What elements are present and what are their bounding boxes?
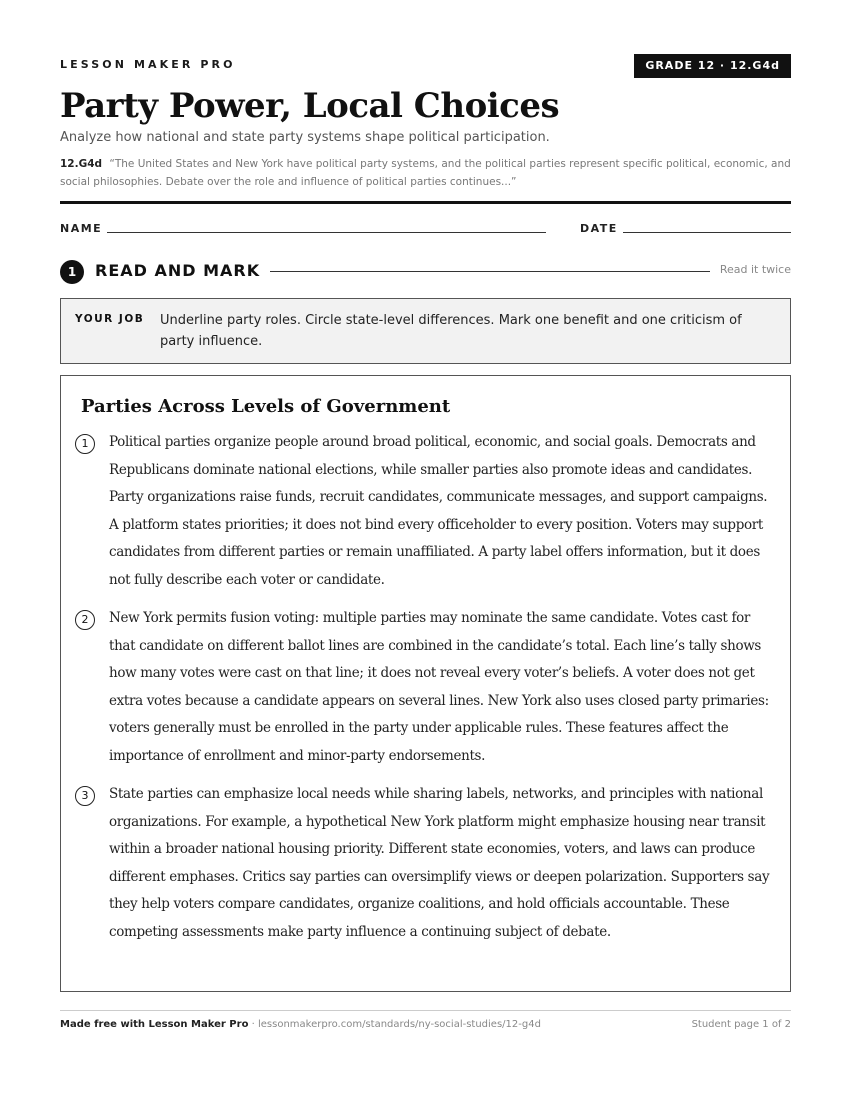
name-field[interactable] (107, 232, 546, 233)
brand-name: LESSON MAKER PRO (60, 58, 236, 71)
header-divider (60, 201, 791, 204)
name-label: NAME (60, 222, 103, 235)
reading-title: Parties Across Levels of Government (81, 396, 451, 417)
paragraph-number: 3 (75, 786, 95, 806)
page-number: Student page 1 of 2 (691, 1019, 791, 1030)
standard-quote (60, 155, 791, 191)
footer-separator: · (251, 1019, 255, 1030)
step-note: Read it twice (719, 263, 791, 276)
footer-credit (60, 1019, 541, 1030)
page-subtitle: Analyze how national and state party systems shape political participation. (60, 130, 550, 145)
paragraph-text: State parties can emphasize local needs while sharing labels, networks, and principles with national organizations. For example, a hypothetical New York platform might emphasize housing near transit within a broader national housing priority. Different state economies, voters, and laws can produce different emphases. Critics say parties can oversimplify views or deepen polarization. Supporters say they help voters compare candidates, organize coalitions, and hold officials accountable. These competing assessments make party influence a continuing subject of debate. (109, 786, 770, 940)
paragraph-text: New York permits fusion voting: multiple parties may nominate the same candidate. Votes cast for that candidate on different ballot lines are combined in the candidate’s total. Each line’s tally shows how many votes were cast on that line; it does not reveal every voter’s beliefs. A voter does not get extra votes because a candidate appears on several lines. New York also uses closed party primaries: voters generally must be enrolled in the party under applicable rules. These features affect the importance of enrollment and minor-party endorsements. (109, 610, 769, 764)
page-title: Party Power, Local Choices (60, 86, 560, 126)
your-job-instructions: Underline party roles. Circle state-level differences. Mark one benefit and one criticism of party influence. (160, 313, 742, 349)
footer-url[interactable]: lessonmakerpro.com/standards/ny-social-studies/12-g4d (258, 1019, 541, 1030)
your-job-label: YOUR JOB (75, 313, 145, 325)
standard-code: 12.G4d (60, 158, 103, 170)
date-field[interactable] (623, 232, 791, 233)
paragraph-number: 2 (75, 610, 95, 630)
footer-made-with: Made free with Lesson Maker Pro (60, 1019, 249, 1030)
paragraph-text: Political parties organize people around broad political, economic, and social goals. Democrats and Republicans dominate national elections, while smaller parties also promote ideas and candidates. Party organizations raise funds, recruit candidates, communicate messages, and support campaigns. A platform states priorities; it does not bind every officeholder to every position. Voters may support candidates from different parties or remain unaffiliated. A party label offers information, but it does not fully describe each voter or candidate. (109, 434, 768, 588)
grade-badge: GRADE 12 · 12.G4d (634, 54, 791, 78)
step-divider (270, 271, 710, 272)
step-number-badge: 1 (60, 260, 84, 284)
reading-passage (60, 375, 791, 992)
footer-divider (60, 1010, 791, 1011)
paragraph-number: 1 (75, 434, 95, 454)
worksheet-page (60, 0, 791, 1100)
standard-text: “The United States and New York have political party systems, and the political parties represent specific political, economic, and social philosophies. Debate over the role and influence of political parties continues...” (60, 158, 791, 188)
step-title: READ AND MARK (95, 261, 261, 280)
date-label: DATE (580, 222, 618, 235)
your-job-box (60, 298, 791, 364)
